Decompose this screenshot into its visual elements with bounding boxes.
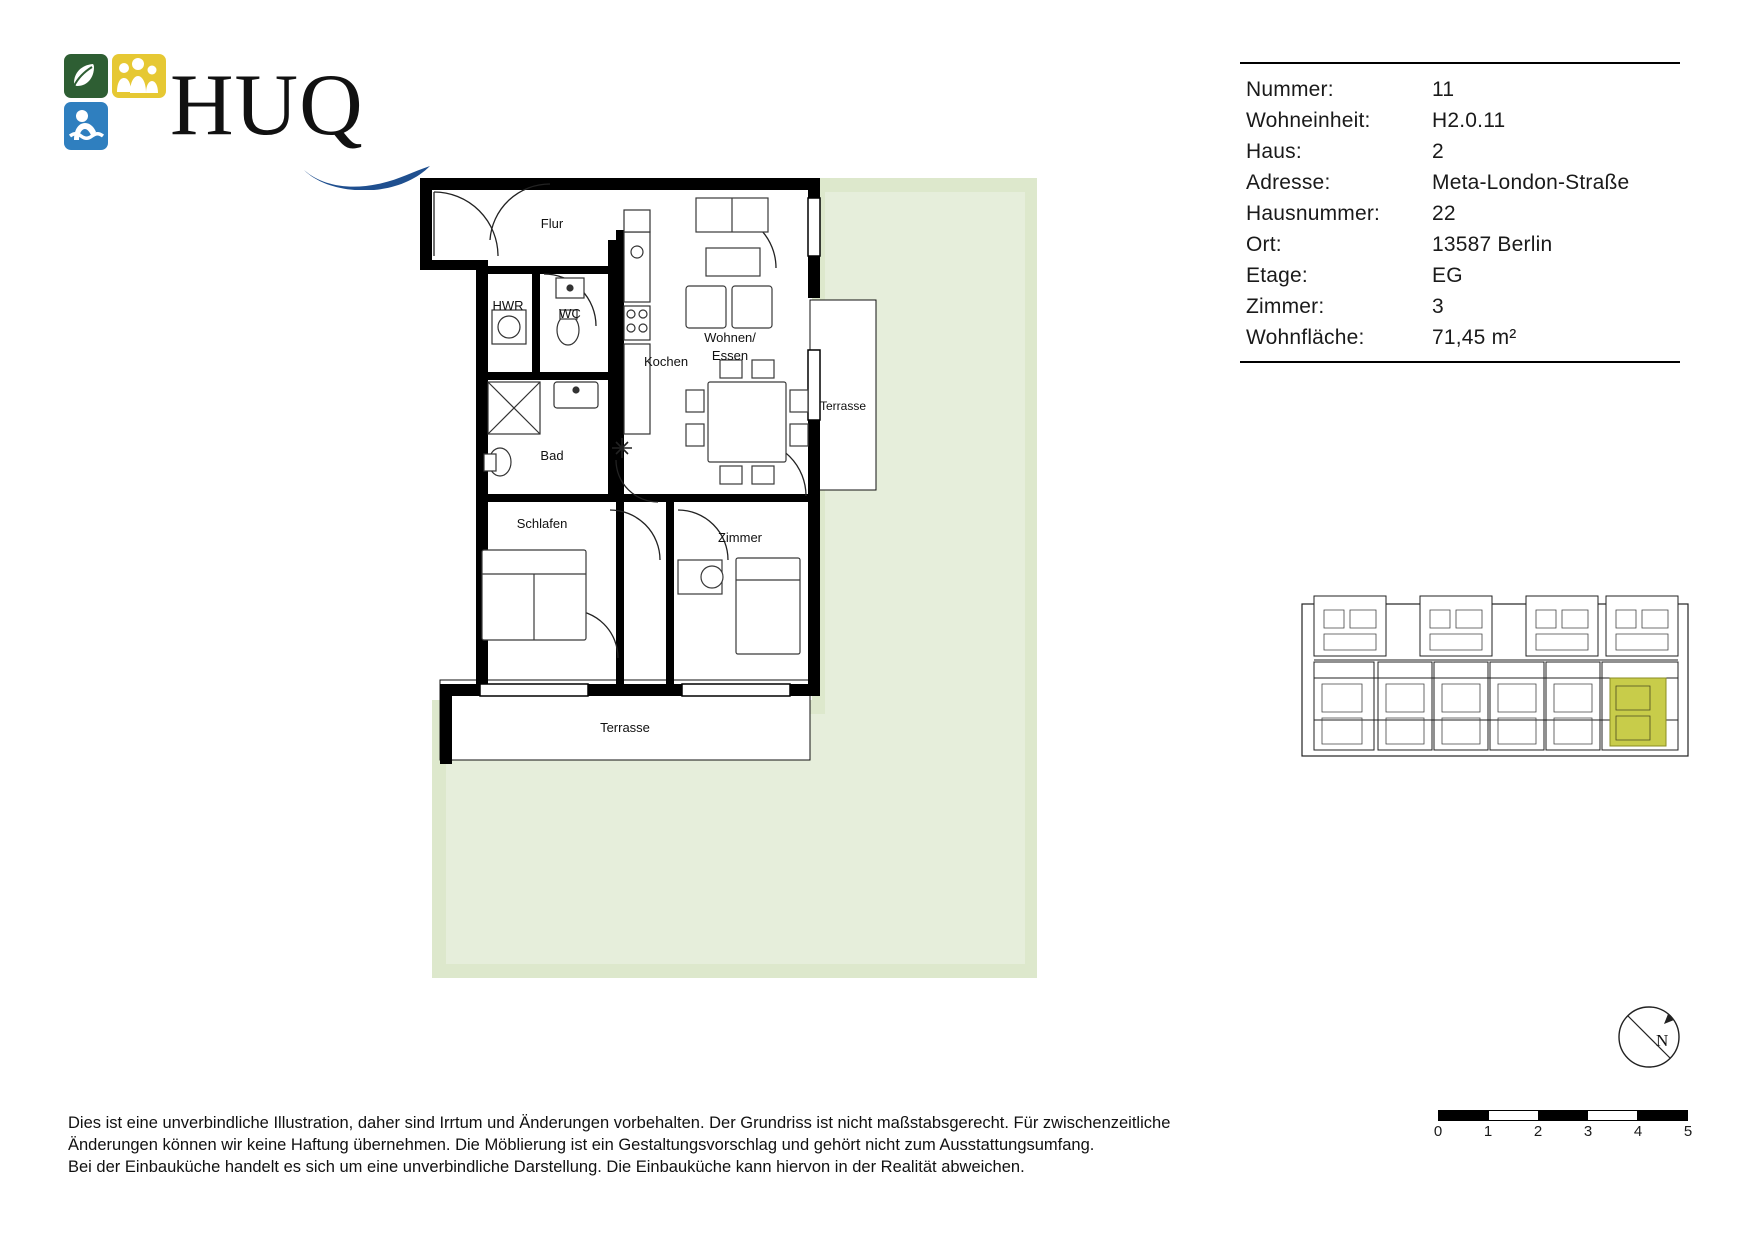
logo-swoosh-icon: [302, 164, 432, 190]
disclaimer: [68, 1112, 1258, 1178]
room-label-bad: Bad: [540, 448, 564, 463]
brand-logo: [62, 52, 422, 192]
scale-tick-4: 4: [1633, 1123, 1643, 1140]
info-row-zimmer: [1246, 291, 1680, 322]
info-value-wohnflaeche: 71,45 m²: [1432, 326, 1517, 349]
info-value-adresse: Meta-London-Straße: [1432, 171, 1630, 194]
info-row-ort: [1246, 229, 1680, 260]
scale-seg-1: [1439, 1111, 1489, 1120]
disclaimer-line-1: Dies ist eine unverbindliche Illustration, daher sind Irrtum und Änderungen vorbehalten. Der Grundriss ist nicht maßstabsgerecht. Für zwischenzeitliche: [68, 1114, 1171, 1132]
info-label-etage: Etage:: [1246, 264, 1308, 287]
scale-seg-5: [1637, 1111, 1687, 1120]
room-label-flur: Flur: [540, 216, 564, 231]
room-label-terrasse-sued: Terrasse: [600, 720, 650, 735]
room-label-hwr: HWR: [492, 298, 524, 313]
room-label-wohnen-line2: Essen: [711, 348, 749, 363]
room-label-terrasse-ost: Terrasse: [819, 399, 867, 413]
info-row-etage: [1246, 260, 1680, 291]
scale-seg-2: [1489, 1111, 1539, 1120]
scale-tick-1: 1: [1483, 1123, 1493, 1140]
info-value-nummer: 11: [1432, 78, 1455, 101]
room-label-zimmer: Zimmer: [717, 530, 763, 545]
info-label-wohnflaeche: Wohnfläche:: [1246, 326, 1365, 349]
floorplan-drawing: [420, 170, 1160, 1030]
info-label-hausnummer: Hausnummer:: [1246, 202, 1381, 225]
furniture-bedroom: [482, 550, 800, 654]
info-row-haus: [1246, 136, 1680, 167]
compass-rose: [1612, 1000, 1686, 1074]
room-label-schlafen: Schlafen: [516, 516, 568, 531]
info-value-zimmer: 3: [1432, 295, 1444, 318]
scale-tick-2: 2: [1533, 1123, 1543, 1140]
info-value-etage: EG: [1432, 264, 1463, 287]
unit-info-table: [1240, 62, 1680, 363]
huq-logo-icon: [62, 52, 168, 152]
info-rule-bottom: [1240, 361, 1680, 363]
key-plan-highlight: [1610, 678, 1666, 746]
room-label-wohnen-line1: Wohnen/: [704, 330, 756, 345]
info-value-ort: 13587 Berlin: [1432, 233, 1553, 256]
brand-name: HUQ: [170, 57, 364, 154]
scale-seg-3: [1538, 1111, 1588, 1120]
info-label-adresse: Adresse:: [1246, 171, 1331, 194]
info-value-hausnummer: 22: [1432, 202, 1456, 225]
room-label-wc: WC: [559, 306, 581, 321]
compass-north-label: N: [1656, 1031, 1669, 1050]
scale-seg-4: [1588, 1111, 1638, 1120]
compass-icon: [1612, 1000, 1686, 1074]
info-label-nummer: Nummer:: [1246, 78, 1334, 101]
key-plan: [1300, 590, 1690, 770]
info-value-wohneinheit: H2.0.11: [1432, 109, 1506, 132]
scale-tick-5: 5: [1683, 1123, 1693, 1140]
info-value-haus: 2: [1432, 140, 1444, 163]
fixtures: [484, 210, 650, 476]
room-label-kochen: Kochen: [643, 354, 689, 369]
info-label-ort: Ort:: [1246, 233, 1282, 256]
info-label-haus: Haus:: [1246, 140, 1302, 163]
info-label-wohneinheit: Wohneinheit:: [1246, 109, 1371, 132]
scale-tick-0: 0: [1433, 1123, 1443, 1140]
scale-bar-graphic: [1438, 1110, 1688, 1121]
scale-ticks: [1433, 1123, 1693, 1143]
info-row-wohnflaeche: [1246, 322, 1680, 353]
scale-bar: [1433, 1110, 1693, 1143]
info-label-zimmer: Zimmer:: [1246, 295, 1325, 318]
info-row-nummer: [1246, 74, 1680, 105]
info-row-hausnummer: [1246, 198, 1680, 229]
disclaimer-line-3: Bei der Einbauküche handelt es sich um eine unverbindliche Darstellung. Die Einbauküche kann hiervon in der Realität abweichen.: [68, 1158, 1025, 1176]
info-row-adresse: [1246, 167, 1680, 198]
floorplan: [420, 170, 1160, 1030]
disclaimer-line-2: Änderungen können wir keine Haftung übernehmen. Die Möblierung ist ein Gestaltungsvorschlag und gehört nicht zum Ausstattungsumfang.: [68, 1136, 1095, 1154]
info-row-wohneinheit: [1246, 105, 1680, 136]
scale-tick-3: 3: [1583, 1123, 1593, 1140]
key-plan-drawing: [1300, 590, 1690, 770]
